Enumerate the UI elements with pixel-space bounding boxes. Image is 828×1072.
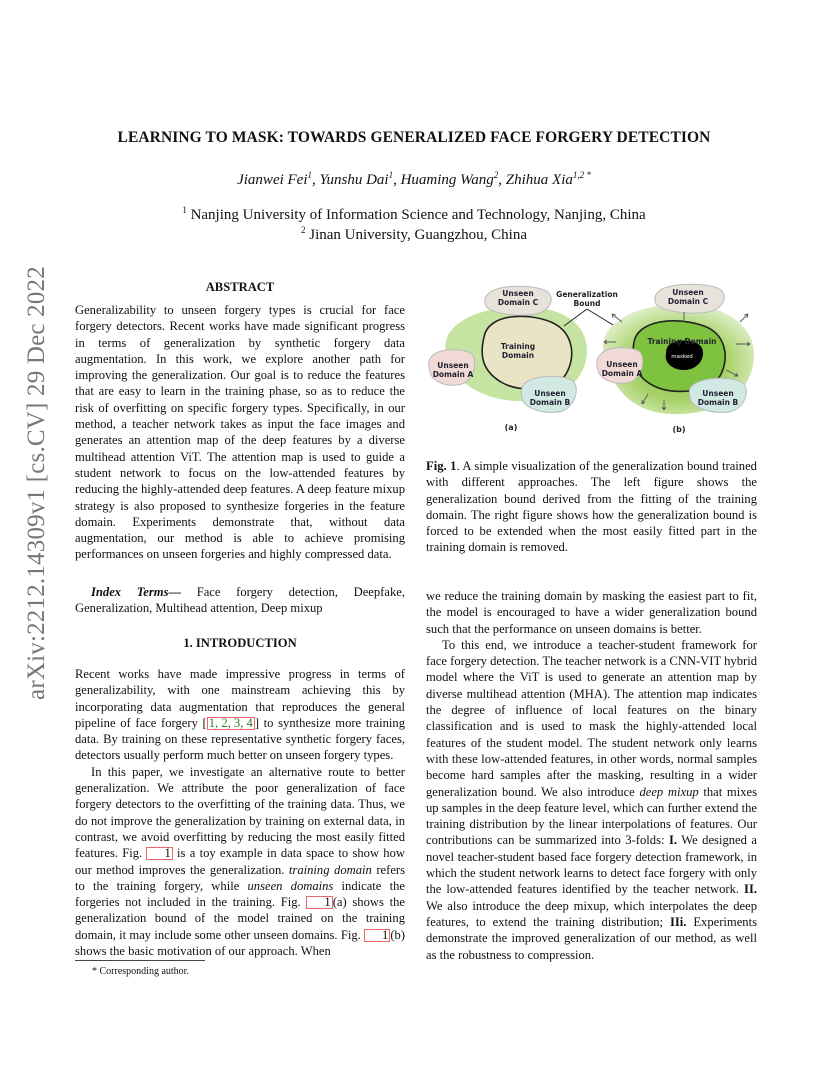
label-unseen-c-line1: Unseen (672, 288, 704, 297)
text-run: deep mixup (639, 784, 699, 799)
label-training-domain: Training Domain (647, 337, 717, 346)
label-unseen-c-line2: Domain C (667, 297, 709, 306)
right-paragraph-2 (426, 637, 757, 963)
caption-text: . A simple visualization of the generalization bound trained with different approaches. The left figure shows the generalization bound derived from the fitting of the training domain. The right figure shows how the generalization bound is forced to be extended when the most easily fitted part in the training domain is removed. (426, 459, 757, 555)
label-unseen-b-line1: Unseen (702, 389, 734, 398)
author-name: Jianwei Fei (237, 172, 308, 188)
footnote-rule (75, 960, 205, 961)
author-name: Huaming Wang (400, 172, 494, 188)
text-run: To this end, we introduce a teacher-student framework for face forgery detection. The teacher network is a CNN-VIT hybrid model where the ViT is used to generate an attention map by diverse multihead attention (MHA). The attention map indicates the degree of influence of local features on the binary classification and is used to mask the highly-attended local features of the student model. The student network only learns with these low-attended features, in other words, normal samples become hard samples after the masking, resulting in a wider generalization bound. We also introduce (426, 637, 757, 799)
label-unseen-c-line2: Domain C (497, 298, 539, 307)
citation-link[interactable]: 1, 2, 3, 4 (208, 715, 253, 730)
contribution-1-label: I. (668, 833, 677, 848)
text-run: indicate the forgeries not included in the training. Fig. (75, 878, 405, 910)
text-run: that mixes up samples in the deep feature level, which can further extend the training distribution by the linear interpolations of features. Our contributions can be summarized into 3-folds: (426, 784, 757, 848)
text-run: training domain (288, 862, 372, 877)
author-name: Yunshu Dai (319, 172, 389, 188)
contribution-3-label: IIi. (669, 914, 687, 929)
label-training-line2: Domain (501, 351, 535, 360)
abstract-heading: ABSTRACT (205, 280, 275, 294)
arxiv-id: arXiv:2212.14309v1 [cs.CV] 29 Dec 2022 (23, 266, 50, 700)
affiliation-text: Jinan University, Guangzhou, China (309, 227, 527, 243)
label-unseen-b-line2: Domain B (697, 398, 739, 407)
affiliation-sup: 1 (182, 205, 187, 215)
label-unseen-a-line2: Domain A (432, 370, 474, 379)
text-run: is a toy example in data space to show how our method improves the generalization. (75, 846, 405, 877)
arxiv-stamp (22, 266, 52, 700)
panel-label-b: (b) (672, 425, 686, 434)
contribution-2-label: II. (744, 882, 757, 897)
index-terms-label: Index Terms— (91, 585, 182, 599)
text-run: In this paper, we investigate an alternative route to better generalization. We attribute the poor generalization of face forgery detectors to the overfitting of the training data. Thus, we do not improve the generalization by training on external data, in contrast, we avoid overfitting by reducing the most easily fitted features. Fig. (75, 764, 405, 861)
author-sup: 1 (307, 170, 313, 180)
intro-paragraph-1 (75, 666, 405, 764)
figure-panel-a (429, 286, 587, 432)
index-terms-text: Face forgery detection, Deepfake, Generalization, Multihead attention, Deep mixup (75, 585, 405, 616)
author-list: Jianwei Fei$^1$, Yunshu Dai$^1$, Huaming Wang$^2$, Zhihua Xia$^{1,2 *}$ (237, 170, 591, 188)
label-unseen-a-line1: Unseen (437, 361, 469, 370)
text-run: refers to the training forgery, while (75, 862, 405, 893)
index-terms (75, 584, 405, 617)
author-name: Zhihua Xia (505, 172, 573, 188)
intro-heading: 1. INTRODUCTION (183, 636, 297, 650)
label-unseen-a-line1: Unseen (606, 360, 638, 369)
figure-panel-b (597, 284, 754, 434)
affiliation-1 (0, 205, 828, 224)
text-run: Recent works have made impressive progress in terms of generalizability, with one mainstream achieving this by incorporating data augmentation that reproduces the general pipeline of face forgery [ (75, 667, 405, 730)
label-bound: Bound (573, 299, 601, 308)
intro-body (75, 666, 405, 959)
footnote: * Corresponding author. (92, 966, 189, 977)
text-run: Experiments demonstrate the improved generalization of our method, as well as the robustness to compression. (426, 914, 757, 962)
label-unseen-b-line2: Domain B (529, 398, 571, 407)
label-unseen-b-line1: Unseen (534, 389, 566, 398)
abstract-text: Generalizability to unseen forgery types is crucial for face forgery detectors. Recent works have made significant progress in terms of generalization by synthetic forgery data augmentation. In this work, we explore another path for improving the generalization. Our goal is to reduce the features that are easy to learn in the training phase, so as to reduce the risk of overfitting on specific forgery types. Specifically, in our method, a teacher network takes as input the face images and generates an attention map of the deep features by a diverse multihead attention ViT. The attention map is used to guide a student network to focus on the low-attended features by reducing the highly-attended deep features. A deep feature mixup strategy is also proposed to synthesize forgeries in the feature domain. Experiments demonstrate that, without data augmentation, our method is able to achieve promising performances on unseen forgeries and highly compressed data. (75, 303, 405, 562)
caption-label: Fig. 1 (426, 459, 457, 473)
figure-1 (426, 282, 758, 442)
label-unseen-a-line2: Domain A (601, 369, 643, 378)
figure-link[interactable]: 1 (146, 847, 172, 860)
author-sup: 1 (388, 170, 394, 180)
panel-label-a: (a) (504, 423, 518, 432)
intro-paragraph-2 (75, 764, 405, 960)
text-run: unseen domains (247, 878, 334, 893)
text-run: ] to synthesize more training data. By training on these representative synthetic forgery faces, detectors usually perform much better on unseen forgery types. (75, 715, 405, 763)
text-run: We designed a novel teacher-student based face forgery detection framework, in which the student network learns to detect face forgery with only the low-attended features identified by the teacher network. (426, 833, 757, 897)
author-sup: 1,2 * (572, 170, 591, 180)
affiliation-text: Nanjing University of Information Science and Technology, Nanjing, China (190, 207, 646, 223)
label-masked: masked (671, 354, 693, 360)
right-column-body (426, 588, 757, 963)
text-run: We also introduce the deep mixup, which interpolates the deep features, to extend the training distribution; (426, 898, 757, 929)
figure-caption (426, 458, 757, 556)
text-run: (b) shows the basic motivation of our approach. When (75, 927, 405, 959)
figure-link[interactable]: 1 (364, 929, 390, 942)
label-generalization: Generalization (556, 290, 618, 299)
right-paragraph-1: we reduce the training domain by masking the easiest part to fit, the model is encouraged to have a wider generalization bound such that the performance on unseen domains is better. (426, 589, 757, 636)
paper-title: LEARNING TO MASK: TOWARDS GENERALIZED FACE FORGERY DETECTION (117, 129, 711, 146)
text-run: (a) shows the generalization bound of the model trained on the training domain, it may include some other unseen domains. Fig. (75, 895, 405, 942)
label-training-line1: Training (500, 342, 536, 351)
author-sup: 2 (493, 170, 499, 180)
affiliation-sup: 2 (301, 225, 306, 235)
label-unseen-c-line1: Unseen (502, 289, 534, 298)
figure-link[interactable]: 1 (306, 896, 332, 909)
affiliation-2 (0, 225, 828, 244)
